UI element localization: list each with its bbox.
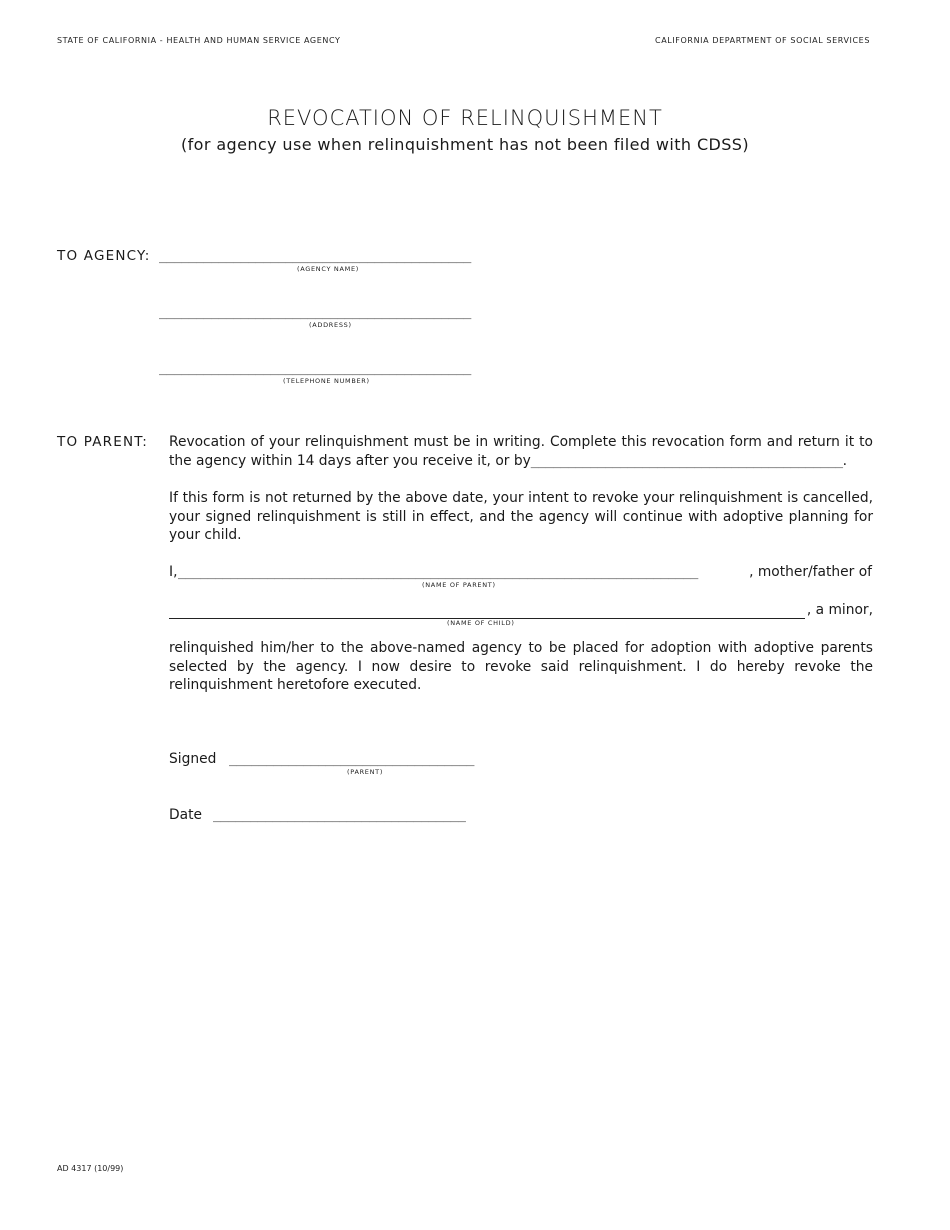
agency-telephone-field[interactable]: __________________________________________	[159, 361, 471, 376]
to-agency-label: TO AGENCY:	[57, 248, 151, 264]
i-prefix: I,	[169, 564, 178, 580]
agency-telephone-caption: (TELEPHONE NUMBER)	[283, 377, 370, 385]
header-department-name: CALIFORNIA DEPARTMENT OF SOCIAL SERVICES	[655, 36, 870, 45]
revocation-statement-paragraph: relinquished him/her to the above-named agency to be placed for adoption with adoptive parents selected by the agency. I now desire to revoke said relinquishment. I do hereby revoke the relinquishment heretofore executed.	[169, 640, 873, 693]
parent-name-field[interactable]: ______________________________________________________________________	[178, 565, 698, 580]
instructions-text: Revocation of your relinquishment must be in writing. Complete this revocation form and return it to the agency within 14 days after you receive it, or by	[169, 434, 873, 469]
signed-label: Signed	[169, 751, 217, 767]
agency-address-field[interactable]: __________________________________________	[159, 305, 471, 320]
to-parent-label: TO PARENT:	[57, 434, 148, 450]
form-subtitle: (for agency use when relinquishment has not been filed with CDSS)	[181, 135, 749, 154]
agency-name-caption: (AGENCY NAME)	[297, 265, 359, 273]
return-by-date-field[interactable]: __________________________________________	[530, 453, 843, 469]
instructions-period: .	[842, 452, 848, 469]
form-title: REVOCATION OF RELINQUISHMENT	[267, 106, 663, 130]
name-of-child-caption: (NAME OF CHILD)	[447, 619, 515, 627]
instructions-paragraph	[169, 433, 873, 471]
parent-signature-field[interactable]: _________________________________	[229, 752, 475, 767]
form-number: AD 4317 (10/99)	[57, 1164, 124, 1173]
a-minor-text: , a minor,	[806, 602, 873, 618]
date-field[interactable]: __________________________________	[213, 808, 466, 823]
name-of-parent-caption: (NAME OF PARENT)	[422, 581, 496, 589]
parent-signature-caption: (PARENT)	[347, 768, 384, 776]
agency-name-field[interactable]: __________________________________________	[159, 249, 471, 264]
date-label: Date	[169, 807, 202, 823]
cancellation-notice-paragraph: If this form is not returned by the above date, your intent to revoke your relinquishment is cancelled, your signed relinquishment is still in effect, and the agency will continue with adoptive planning for your child.	[169, 490, 873, 543]
agency-address-caption: (ADDRESS)	[309, 321, 352, 329]
header-agency-name: STATE OF CALIFORNIA - HEALTH AND HUMAN SERVICE AGENCY	[57, 36, 341, 45]
mother-father-of-text: , mother/father of	[749, 564, 872, 580]
